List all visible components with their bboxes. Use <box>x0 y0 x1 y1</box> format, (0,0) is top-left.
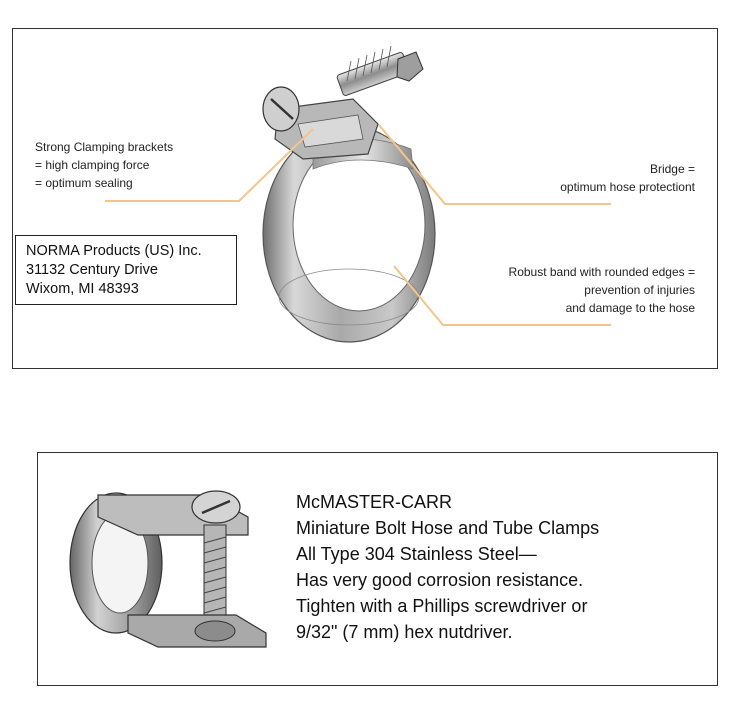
callout-clamping-line: = optimum sealing <box>35 176 133 190</box>
hose-clamp-illustration <box>13 29 717 368</box>
callout-robust-band <box>509 263 695 317</box>
mini-clamp-bolt <box>204 525 226 630</box>
product-instruction: Tighten with a Phillips screwdriver or <box>296 596 588 616</box>
callout-bridge <box>560 160 695 196</box>
mini-hose-clamp-illustration <box>58 465 278 665</box>
product-title: Miniature Bolt Hose and Tube Clamps <box>296 518 600 538</box>
clamp-bolt <box>336 46 423 96</box>
product-feature: Has very good corrosion resistance. <box>296 570 584 590</box>
address-city: Wixom, MI 48393 <box>26 281 139 297</box>
manufacturer-address <box>15 235 237 305</box>
callout-band-line: and damage to the hose <box>565 301 695 315</box>
clamp-band <box>263 126 435 342</box>
address-company: NORMA Products (US) Inc. <box>26 243 202 259</box>
product-material: All Type 304 Stainless Steel— <box>296 544 537 564</box>
callout-band-line: prevention of injuries <box>584 283 695 297</box>
clamp-screw-head <box>263 87 299 131</box>
callout-clamping-line: Strong Clamping brackets <box>35 140 174 154</box>
callout-bridge-line: Bridge = <box>649 162 695 176</box>
norma-clamp-panel <box>12 28 718 369</box>
address-street: 31132 Century Drive <box>26 262 158 278</box>
callout-bridge-line: optimum hose protectiont <box>560 180 695 194</box>
mcmaster-clamp-panel <box>37 452 718 686</box>
product-instruction-cont: 9/32" (7 mm) hex nutdriver. <box>296 622 513 642</box>
callout-clamping-brackets <box>35 138 173 192</box>
product-description <box>296 489 599 645</box>
callout-band-line: Robust band with rounded edges = <box>508 265 695 279</box>
callout-clamping-line: = high clamping force <box>35 158 150 172</box>
product-brand: McMASTER-CARR <box>296 492 452 512</box>
mini-clamp-bottom-bracket <box>128 615 266 647</box>
